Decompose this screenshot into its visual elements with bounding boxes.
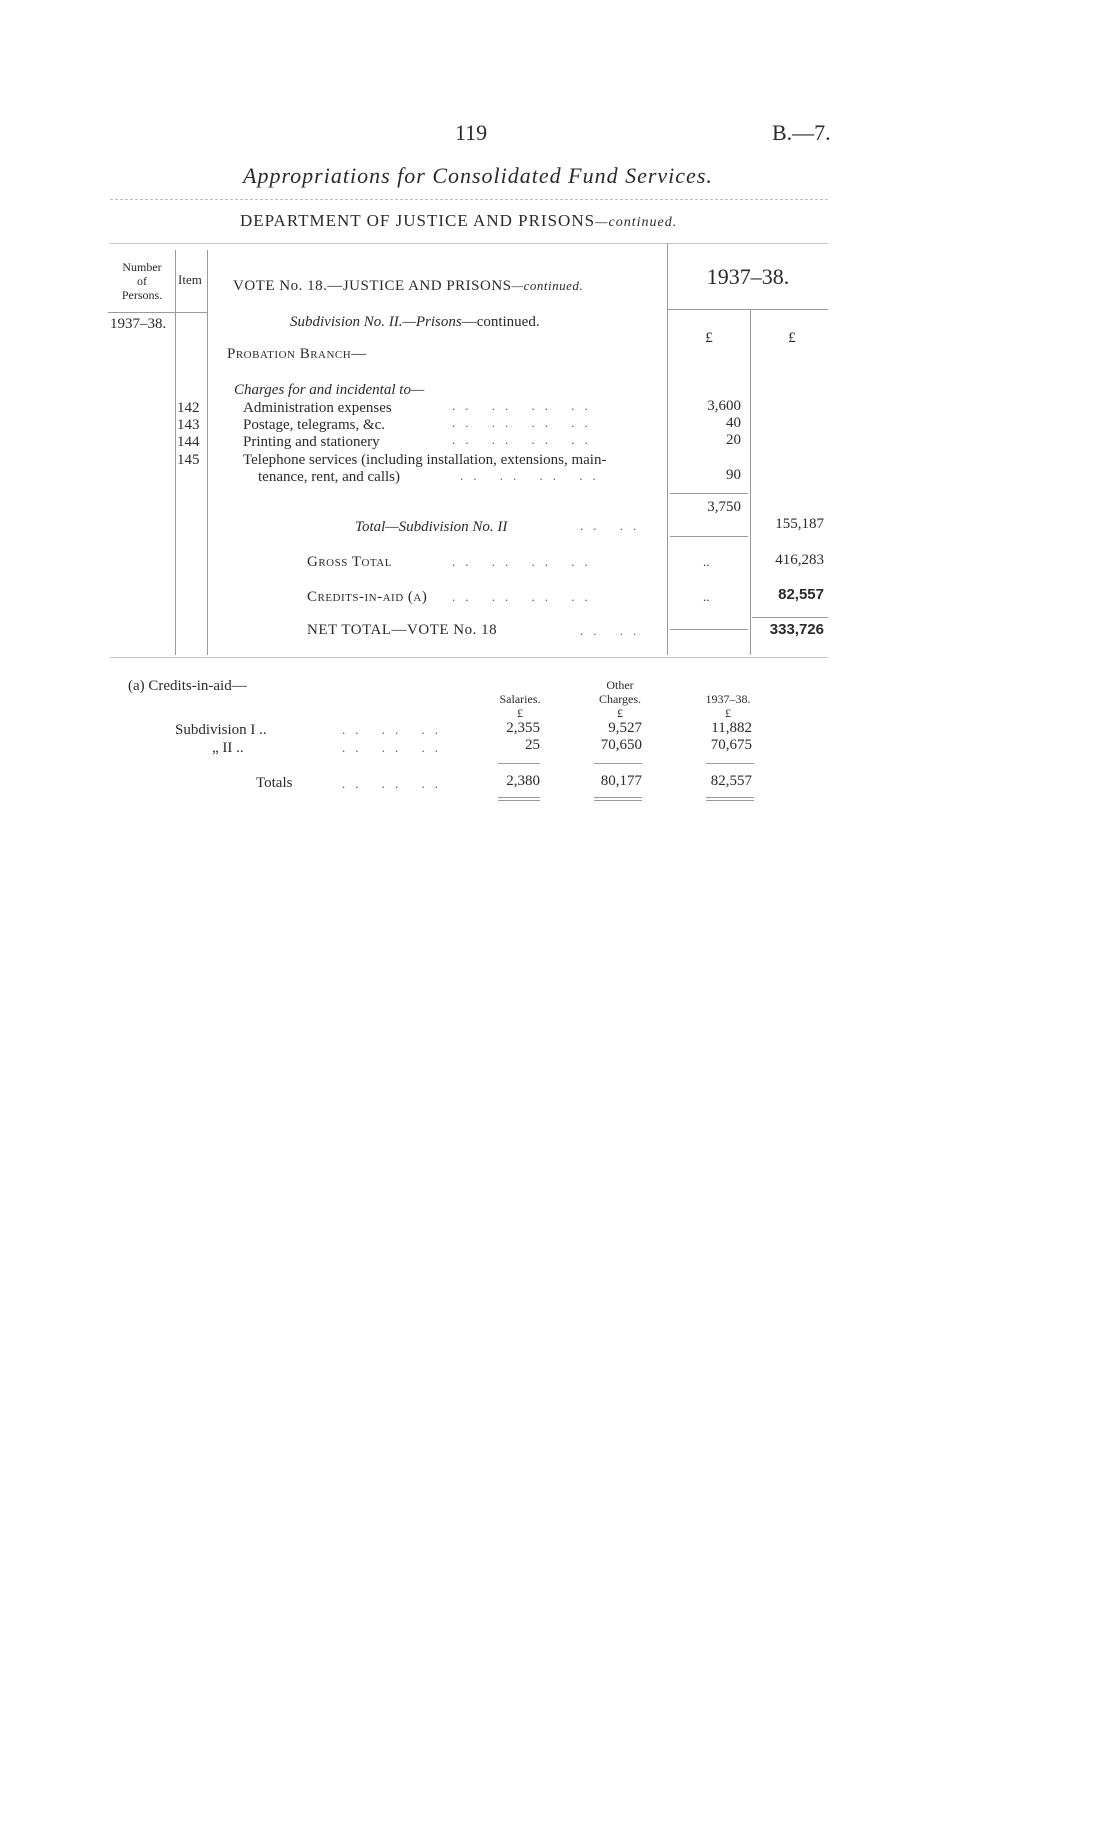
branch-subtotal: 3,750	[707, 499, 741, 515]
vote-title-continued: —continued.	[511, 278, 584, 293]
item-number: 144	[177, 434, 200, 450]
item-number: 142	[177, 400, 200, 416]
footnote-row-label: Subdivision I ..	[175, 722, 267, 738]
footnote-double-rule-salaries-2	[498, 800, 540, 801]
footnote-col-salaries: Salaries.	[499, 692, 541, 706]
leader-dots: .. .. .. ..	[452, 554, 598, 569]
footnote-double-rule-year-2	[706, 800, 754, 801]
table-top-rule	[110, 243, 828, 244]
footnote-rule-salaries	[498, 763, 540, 764]
footnote-other: 70,650	[600, 737, 642, 753]
department-name: DEPARTMENT OF JUSTICE AND PRISONS	[240, 211, 596, 230]
footnote-currency-year: £	[725, 706, 731, 720]
footnote-double-rule-salaries	[498, 797, 540, 798]
item-description: Administration expenses	[243, 400, 392, 416]
number-of-persons-header: Number of Persons.	[121, 260, 163, 302]
number-col-divider	[175, 250, 176, 655]
leader-dots: .. .. ..	[342, 740, 448, 755]
footnote-currency-other: £	[617, 706, 623, 720]
net-total-label: NET TOTAL—VOTE No. 18	[307, 622, 498, 638]
leader-dots: .. ..	[580, 518, 647, 533]
item-description: Postage, telegrams, &c.	[243, 417, 386, 433]
title-rule	[110, 199, 828, 200]
footnote-totals-salaries: 2,380	[506, 773, 540, 789]
year-header: 1937–38.	[706, 264, 790, 289]
branch-heading: Probation Branch—	[227, 346, 367, 362]
leader-dots: .. .. ..	[342, 722, 448, 737]
subtotal-col-divider	[750, 310, 751, 655]
net-total-rule	[670, 629, 748, 630]
page-number: 119	[455, 120, 488, 145]
amount-col-divider	[667, 243, 668, 655]
gross-total-value: 416,283	[775, 552, 824, 568]
footnote-row-label: „ II ..	[212, 740, 244, 756]
footnote-totals-label: Totals	[256, 775, 293, 791]
leader-dots: .. .. .. ..	[452, 398, 598, 413]
net-total-value: 333,726	[769, 621, 824, 638]
footnote-double-rule-other-2	[594, 800, 642, 801]
footnote-double-rule-other	[594, 797, 642, 798]
credits-amount-dots: ..	[703, 589, 710, 604]
footnote-rule-other	[594, 763, 642, 764]
footnote-salaries: 25	[525, 737, 540, 753]
item-header: Item	[178, 272, 202, 287]
gross-total-label: Gross Total	[307, 554, 392, 570]
leader-dots: .. .. .. ..	[452, 589, 598, 604]
footnote-salaries: 2,355	[506, 720, 540, 736]
item-number: 145	[177, 452, 200, 468]
credits-in-aid-value: 82,557	[778, 586, 824, 603]
leader-dots: .. .. .. ..	[452, 415, 598, 430]
table-bottom-rule	[110, 657, 828, 658]
subtotal-rule	[670, 493, 748, 494]
footnote-col-other: Other Charges.	[598, 678, 642, 706]
persons-year: 1937–38.	[110, 316, 167, 332]
credits-in-aid-label: Credits-in-aid (a)	[307, 589, 428, 605]
department-continued: —continued.	[595, 215, 678, 230]
currency-symbol-2: £	[788, 330, 796, 346]
vote-title-text: VOTE No. 18.—JUSTICE AND PRISONS	[233, 278, 512, 294]
footnote-col-year: 1937–38.	[705, 692, 751, 706]
leader-dots: .. .. .. ..	[452, 432, 598, 447]
subdivision-heading	[290, 314, 540, 331]
footnote-total: 70,675	[710, 737, 752, 753]
item-number: 143	[177, 417, 200, 433]
item-description-continued: tenance, rent, and calls)	[258, 469, 401, 485]
net-total-rule-2	[752, 617, 828, 618]
footnote-heading: (a) Credits-in-aid—	[128, 678, 247, 694]
department-heading	[240, 211, 677, 231]
item-amount: 40	[726, 415, 741, 431]
footnote-totals-other: 80,177	[600, 773, 642, 789]
subdivision-title: Subdivision No. II.—Prisons	[290, 314, 462, 330]
item-description: Telephone services (including installation, extensions, main-	[243, 452, 607, 468]
leader-dots: .. .. ..	[342, 776, 448, 791]
currency-symbol-1: £	[705, 330, 713, 346]
footnote-totals-total: 82,557	[710, 773, 752, 789]
item-col-divider	[207, 250, 208, 655]
page-reference: B.—7.	[772, 120, 831, 145]
page-title: Appropriations for Consolidated Fund Services.	[243, 163, 713, 188]
item-amount: 90	[726, 467, 741, 483]
item-amount: 3,600	[707, 398, 741, 414]
year-header-rule	[667, 309, 828, 310]
persons-header-rule	[108, 312, 208, 313]
charges-heading: Charges for and incidental to—	[234, 382, 425, 398]
leader-dots: .. .. .. ..	[460, 468, 606, 483]
footnote-currency-salaries: £	[517, 706, 523, 720]
footnote-other: 9,527	[608, 720, 642, 736]
total-subdivision-rule	[670, 536, 748, 537]
total-subdivision-value: 155,187	[775, 516, 824, 532]
leader-dots: .. ..	[580, 623, 647, 638]
gross-total-amount-dots: ..	[703, 554, 710, 569]
total-subdivision-label: Total—Subdivision No. II	[355, 519, 508, 535]
subdivision-continued: —continued.	[461, 314, 540, 330]
vote-title	[233, 278, 583, 295]
footnote-rule-year	[706, 763, 754, 764]
footnote-double-rule-year	[706, 797, 754, 798]
item-amount: 20	[726, 432, 741, 448]
item-description: Printing and stationery	[243, 434, 380, 450]
footnote-total: 11,882	[711, 720, 752, 736]
